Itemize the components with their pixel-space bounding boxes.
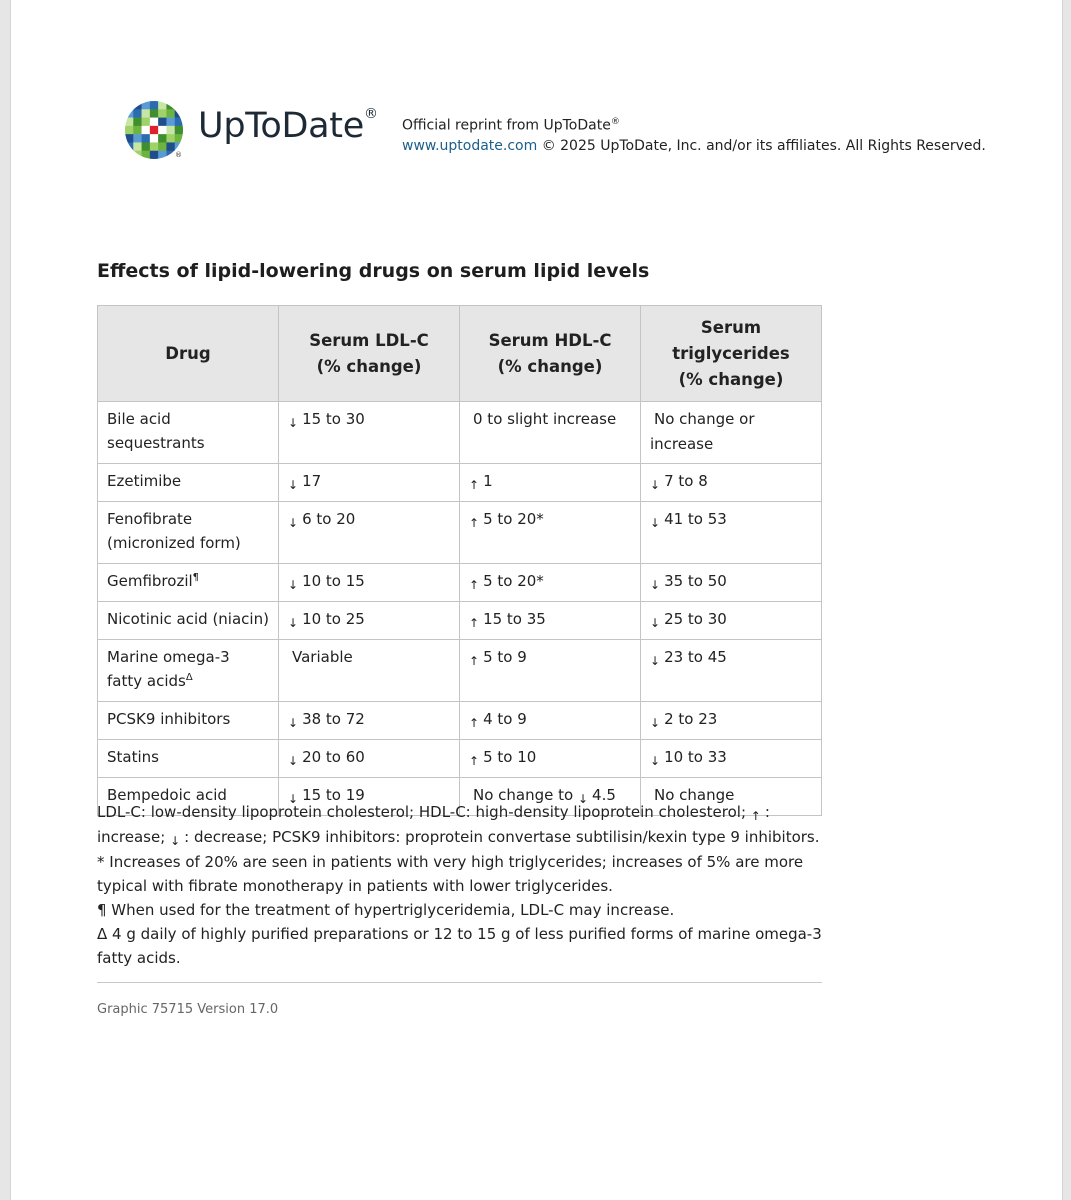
hdl-value: 15 to 35 (483, 610, 546, 628)
logo-tile (142, 118, 151, 127)
cell-hdl (460, 464, 641, 502)
table-row (98, 740, 822, 778)
ldl-value: 15 to 30 (302, 410, 365, 428)
logo-tile (125, 118, 134, 127)
table-row (98, 402, 822, 464)
header-hdl (460, 306, 641, 402)
hdl-value: 5 to 9 (483, 648, 527, 666)
logo-registered-mark: ® (175, 151, 182, 159)
cell-hdl (460, 702, 641, 740)
logo-tile (133, 101, 142, 110)
table-row (98, 502, 822, 564)
brand-name (198, 106, 378, 146)
cell-drug (98, 640, 279, 702)
table-row (98, 464, 822, 502)
abbrev-text-3: : decrease; PCSK9 inhibitors: proprotein convertase subtilisin/kexin type 9 inhibitors. (184, 828, 820, 846)
cell-tg (641, 464, 822, 502)
logo-tile (125, 134, 134, 143)
cell-tg (641, 602, 822, 640)
logo-tile (166, 126, 175, 135)
tg-value: No change or increase (650, 410, 755, 453)
up-arrow-icon: ↑ (469, 616, 480, 630)
down-arrow-icon: ↓ (288, 578, 299, 592)
drug-footnote-mark: ¶ (192, 572, 200, 583)
header-ldl-line1: Serum LDL-C (309, 330, 429, 350)
up-arrow-icon: ↑ (469, 516, 480, 530)
logo-tile (175, 101, 183, 110)
cell-tg (641, 502, 822, 564)
header-tg (641, 306, 822, 402)
down-arrow-icon: ↓ (288, 516, 299, 530)
hdl-value: 5 to 20* (483, 510, 544, 528)
abbreviations-note (97, 800, 827, 850)
ldl-value: 10 to 25 (302, 610, 365, 628)
logo-tile (133, 118, 142, 127)
tg-value: 23 to 45 (664, 648, 727, 666)
tg-value: 25 to 30 (664, 610, 727, 628)
down-arrow-icon: ↓ (288, 716, 299, 730)
ldl-value: 20 to 60 (302, 748, 365, 766)
lipid-effects-table (97, 305, 822, 816)
uptodate-logo-icon (114, 101, 184, 161)
logo-tile (142, 142, 151, 151)
down-arrow-icon: ↓ (577, 792, 589, 806)
logo-tile (158, 101, 167, 110)
logo-tile (158, 151, 167, 159)
graphic-version: Graphic 75715 Version 17.0 (97, 1002, 279, 1017)
logo-tile (133, 142, 142, 151)
logo-tile (158, 109, 167, 118)
cell-hdl (460, 640, 641, 702)
rights-text: © 2025 UpToDate, Inc. and/or its affiliates. All Rights Reserved. (541, 137, 986, 154)
down-arrow-icon: ↓ (170, 834, 181, 848)
drug-footnote-mark: Δ (185, 672, 193, 683)
logo-tile (150, 101, 159, 110)
hdl-value: 4 to 9 (483, 710, 527, 728)
cell-ldl (279, 402, 460, 464)
down-arrow-icon: ↓ (288, 754, 299, 768)
up-arrow-icon: ↑ (469, 654, 480, 668)
logo-tile (142, 101, 151, 110)
cell-ldl (279, 502, 460, 564)
up-arrow-icon: ↑ (469, 754, 480, 768)
ldl-value: 6 to 20 (302, 510, 356, 528)
hdl-value: 1 (483, 472, 493, 490)
brand-text: UpToDate (198, 106, 364, 146)
header-ldl (279, 306, 460, 402)
header-ldl-line2: (% change) (316, 356, 422, 376)
drug-name: Nicotinic acid (niacin) (107, 610, 269, 628)
drug-name: PCSK9 inhibitors (107, 710, 231, 728)
logo-tile (150, 142, 159, 151)
header-tg-line1: Serum (700, 317, 762, 337)
uptodate-link[interactable]: www.uptodate.com (402, 137, 538, 154)
tg-value: 2 to 23 (664, 710, 718, 728)
down-arrow-icon: ↓ (288, 616, 299, 630)
cell-hdl (460, 602, 641, 640)
cell-tg (641, 402, 822, 464)
cell-drug (98, 564, 279, 602)
up-arrow-icon: ↑ (469, 478, 480, 492)
delta-footnote: Δ 4 g daily of highly purified preparations or 12 to 15 g of less purified forms of marine omega-3 fatty acids. (97, 925, 822, 967)
logo-tile (150, 134, 159, 143)
star-footnote: * Increases of 20% are seen in patients with very high triglycerides; increases of 5% are more typical with fibrate monotherapy in patients with lower triglycerides. (97, 853, 804, 895)
header-drug: Drug (98, 306, 279, 402)
ldl-value: 15 to 19 (302, 786, 365, 804)
logo-tile (133, 134, 142, 143)
reprint-notice (402, 112, 986, 156)
down-arrow-icon: ↓ (650, 716, 661, 730)
cell-hdl (460, 502, 641, 564)
cell-ldl (279, 740, 460, 778)
cell-hdl (460, 402, 641, 464)
ldl-value: Variable (292, 648, 353, 666)
hdl-value: 0 to slight increase (473, 410, 617, 428)
logo-tile (166, 101, 175, 110)
logo-tile (125, 126, 134, 135)
drug-name: Bile acid sequestrants (107, 410, 205, 452)
logo-tile (125, 142, 134, 151)
logo-tile (175, 134, 183, 143)
logo-tile (175, 126, 183, 135)
logo-tile (175, 109, 183, 118)
down-arrow-icon: ↓ (650, 516, 661, 530)
drug-name: Marine omega-3 fatty acids (107, 648, 230, 690)
table-header-row (98, 306, 822, 402)
logo-tile (142, 151, 151, 159)
abbrev-text-1: LDL-C: low-density lipoprotein cholesterol; HDL-C: high-density lipoprotein cholesterol; (97, 803, 746, 821)
cell-drug (98, 402, 279, 464)
down-arrow-icon: ↓ (650, 578, 661, 592)
graphic-title: Effects of lipid-lowering drugs on serum lipid levels (97, 260, 650, 282)
hdl-value-after: 4.5 (592, 786, 616, 804)
logo-tile (158, 126, 167, 135)
logo-tile (158, 142, 167, 151)
logo-tile (133, 109, 142, 118)
drug-name: Statins (107, 748, 159, 766)
down-arrow-icon: ↓ (650, 478, 661, 492)
cell-drug (98, 702, 279, 740)
tg-value: No change (654, 786, 735, 804)
tg-value: 10 to 33 (664, 748, 727, 766)
pilcrow-footnote: ¶ When used for the treatment of hypertriglyceridemia, LDL-C may increase. (97, 901, 675, 919)
logo-tile (166, 109, 175, 118)
cell-drug (98, 740, 279, 778)
cell-hdl (460, 564, 641, 602)
cell-tg (641, 702, 822, 740)
reprint-line: Official reprint from UpToDate (402, 117, 611, 134)
reprint-page (10, 0, 1063, 1200)
logo-tile (150, 126, 159, 135)
logo-tile (150, 118, 159, 127)
reprint-registered-mark: ® (610, 117, 620, 127)
logo-tile (142, 126, 151, 135)
down-arrow-icon: ↓ (288, 478, 299, 492)
footer-divider (97, 982, 822, 983)
table-footnotes (97, 800, 827, 970)
drug-name: Bempedoic acid (107, 786, 227, 804)
tg-value: 41 to 53 (664, 510, 727, 528)
down-arrow-icon: ↓ (650, 654, 661, 668)
hdl-value: No change to (473, 786, 574, 804)
cell-drug (98, 602, 279, 640)
logo-tile (166, 142, 175, 151)
drug-name: Gemfibrozil (107, 572, 193, 590)
brand-registered-mark: ® (363, 106, 378, 123)
cell-drug (98, 502, 279, 564)
down-arrow-icon: ↓ (650, 616, 661, 630)
header-tg-line3: (% change) (678, 369, 784, 389)
cell-ldl (279, 640, 460, 702)
logo-tile (125, 109, 134, 118)
logo-tile (125, 151, 134, 159)
ldl-value: 17 (302, 472, 322, 490)
logo-tile (166, 134, 175, 143)
abbrev-text-2: : increase; (97, 803, 770, 846)
cell-hdl (460, 740, 641, 778)
hdl-value: 5 to 20* (483, 572, 544, 590)
table-row (98, 602, 822, 640)
table-row (98, 702, 822, 740)
up-arrow-icon: ↑ (469, 716, 480, 730)
hdl-value: 5 to 10 (483, 748, 537, 766)
cell-ldl (279, 464, 460, 502)
cell-ldl (279, 602, 460, 640)
ldl-value: 38 to 72 (302, 710, 365, 728)
cell-tg (641, 564, 822, 602)
logo-tile (175, 118, 183, 127)
logo-tile (158, 134, 167, 143)
table-row (98, 640, 822, 702)
cell-drug (98, 464, 279, 502)
tg-value: 35 to 50 (664, 572, 727, 590)
logo-tile (142, 109, 151, 118)
logo-tile (166, 151, 175, 159)
logo-tile (166, 118, 175, 127)
header-tg-line2: triglycerides (672, 343, 790, 363)
tg-value: 7 to 8 (664, 472, 708, 490)
down-arrow-icon: ↓ (288, 792, 299, 806)
cell-tg (641, 640, 822, 702)
up-arrow-icon: ↑ (469, 578, 480, 592)
down-arrow-icon: ↓ (288, 416, 299, 430)
logo-tile (133, 126, 142, 135)
logo-tile (158, 118, 167, 127)
logo-tile (150, 109, 159, 118)
logo-tile (133, 151, 142, 159)
ldl-value: 10 to 15 (302, 572, 365, 590)
up-arrow-icon: ↑ (750, 809, 761, 823)
cell-tg (641, 740, 822, 778)
table-row (98, 564, 822, 602)
cell-ldl (279, 564, 460, 602)
header-hdl-line1: Serum HDL-C (488, 330, 612, 350)
logo-tile (142, 134, 151, 143)
drug-name: Ezetimibe (107, 472, 182, 490)
logo-tile (150, 151, 159, 159)
cell-ldl (279, 702, 460, 740)
logo-tile (175, 142, 183, 151)
logo-tile (125, 101, 134, 110)
header-hdl-line2: (% change) (497, 356, 603, 376)
drug-name: Fenofibrate (micronized form) (107, 510, 241, 552)
down-arrow-icon: ↓ (650, 754, 661, 768)
